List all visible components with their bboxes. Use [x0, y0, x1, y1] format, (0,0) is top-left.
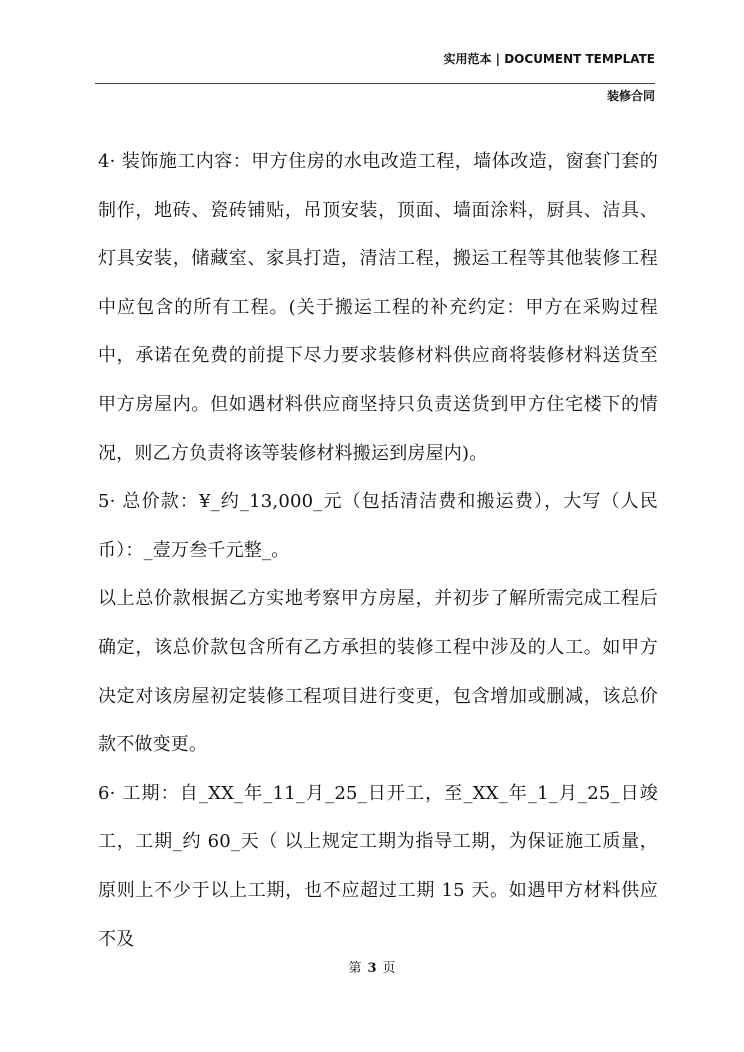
document-body [98, 138, 658, 964]
header-brand-line: 实用范本 | DOCUMENT TEMPLATE [443, 52, 655, 66]
paragraph-clause-4: 4· 装饰施工内容：甲方住房的水电改造工程，墙体改造，窗套门套的制作，地砖、瓷砖铺贴，吊顶安装，顶面、墙面涂料，厨具、洁具、灯具安装，储藏室、家具打造，清洁工程，搬运工程等其他装修工程中应包含的所有工程。(关于搬运工程的补充约定：甲方在采购过程中，承诺在免费的前提下尽力要求装修材料供应商将装修材料送货至甲方房屋内。但如遇材料供应商坚持只负责送货到甲方住宅楼下的情况，则乙方负责将该等装修材料搬运到房屋内)。 [98, 151, 658, 464]
header-divider [95, 83, 655, 84]
paragraph-clause-5: 5· 总价款：¥_约_13,000_元（包括清洁费和搬运费），大写（人民币）：_壹万叁千元整_。 [98, 491, 658, 561]
header-document-title: 装修合同 [606, 89, 655, 103]
paragraph-price-note: 以上总价款根据乙方实地考察甲方房屋，并初步了解所需完成工程后确定，该总价款包含所有乙方承担的装修工程中涉及的人工。如甲方决定对该房屋初定装修工程项目进行变更，包含增加或删减，该总价款不做变更。 [98, 588, 658, 756]
page-number: 3 [367, 961, 377, 976]
paragraph-clause-6: 6· 工期：自_XX_年_11_月_25_日开工，至_XX_年_1_月_25_日竣工，工期_约 60_天（ 以上规定工期为指导工期，为保证施工质量，原则上不少于以上工期，也不应超过工期 15 天。如遇甲方材料供应不及 [98, 782, 658, 950]
footer-prefix: 第 [348, 961, 362, 976]
footer-suffix: 页 [382, 961, 396, 976]
page-header [95, 50, 655, 105]
page-footer [0, 960, 744, 978]
